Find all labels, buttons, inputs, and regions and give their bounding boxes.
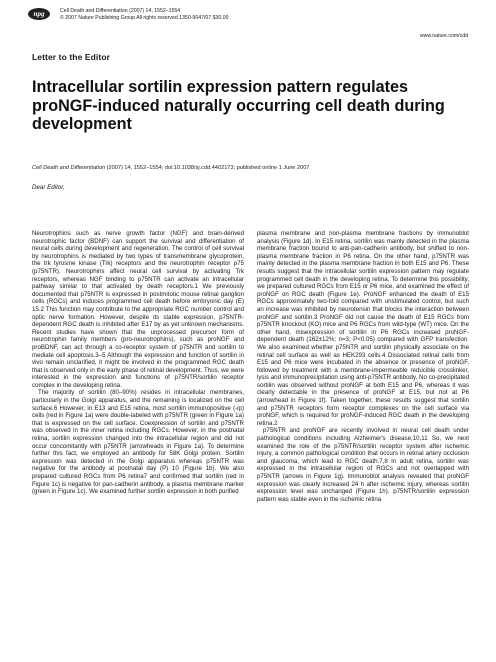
body-paragraph: The majority of sortilin (80–90%) resides in intracellular membranes, particularly in the Golgi apparatus, and the remaining is localized on the cell surface.6 However, in E13 and E15 retina, most sortilin immunopositive (-ip) cells (red in Figure 1a) were double-labeled with p75NTR (green in Figure 1a) that is expressed on the cell surface. Coexpression of sortilin and p75NTR was observed in the inner retina including RGCs. However, in the postnatal retina, sortilin expression changed into the intracellular region and did not occur concomitantly with p75NTR (arrowheads in Figure 1a). To determine further this fact, we employed an antibody for 58K Golgi protein. Sortilin expression was detected in the Golgi apparatus whereas p75NTR was negative for the antibody at postnatal day (P) 10 (Figure 1b). We also prepared cultured RGCs from P6 retina7 and confirmed that sortilin (red in Figure 1c) is negative for pan-cadherin antibody, a plasma membrane marker (green in Figure 1c). We examined further sortilin expression in both purified bbox=[32, 389, 244, 496]
body-paragraph: p75NTR and proNGF are recently involved in neural cell death under pathological conditions including Alzheimer's disease,10,11 So, we next examined the role of the p75NTR/sortilin receptor system after ischemic injury, a common pathological condition that occurs in retinal artery occlusion and glaucoma, which lead to RGC death.7,8 In adult retina, sortilin was expressed in the intracellular region of RGCs and not overlapped with p75NTR (arrows in Figure 1g). Immunoblot analysis revealed that proNGF expression was clearly increased 24 h after ischemic injury, whereas sortilin expression level was unchanged (Figure 1h). p75NTR/sortilin expression pattern was stable even in the ischemic retina bbox=[257, 427, 469, 503]
body-paragraph: plasma membrane and non-plasma membrane fractions by immunoblot analysis (Figure 1d). In E15 retina, sortilin was mainly detected in the plasma membrane fraction bound to anti-pan-cadherin antibody, but shifted to non-plasma membrane fraction in P6 retina. On the other hand, p75NTR was mainly detected in the plasma membrane fraction in both E15 and P6. These results suggest that the intracellular sortilin expression pattern may regulate programmed cell death in the developing retina. To determine this possibility, we prepared cultured RGCs from E15 or P6 mice, and examined the effect of proNGF on RGC death (Figure 1e). ProNGF enhanced the death of E15 RGCs approximately two-fold compared with unstimulated control, but such an increase was inhibited by neurotensin that blocks the interaction between proNGF and sortilin.3 ProNGF did not cause the death of E15 RGCs from p75NTR knockout (KO) mice and P6 RGCs from wild-type (WT) mice. On the other hand, misexpression of sortilin in P6 RGCs increased proNGF-dependent death (162±12%; n=3; P<0.05) compared with GFP transfection. We also examined whether p75NTR and sortilin physically associate on the retinal cell surface as well as HEK293 cells.4 Dissociated retinal cells from E15 and P6 mice were incubated in the absence or presence of proNGF, followed by treatment with a membrane-impermeable reducible crosslinker, lysis and immunoprecipitation using anti-p75NTR antibody. No co-precipitated sortilin was observed without proNGF at both E15 and P6, whereas it was clearly detectable in the presence of proNGF at E15, but not at P6 (arrowhead in Figure 1f). Taken together, these results suggest that sortilin and p75NTR receptors form receptor complexes on the cell surface via proNGF, which is required for proNGF-induced RGC death in the developing retina.2 bbox=[257, 230, 469, 427]
citation-journal: Cell Death and Differentiation bbox=[32, 165, 106, 171]
journal-citation-line: Cell Death and Differentiation (2007) 14, 1552–1554 bbox=[60, 8, 181, 14]
article-citation bbox=[32, 165, 472, 171]
section-heading: Letter to the Editor bbox=[32, 52, 111, 62]
salutation: Dear Editor, bbox=[32, 184, 65, 191]
body-column-left bbox=[32, 230, 244, 655]
publisher-logo: npg bbox=[28, 8, 50, 20]
article-title: Intracellular sortilin expression pattern regulates proNGF-induced naturally occurring cell death during development bbox=[32, 78, 445, 133]
journal-url[interactable]: www.nature.com/cdd bbox=[419, 33, 468, 39]
copyright-line: © 2007 Nature Publishing Group All rights reserved 1350-9047/07 $30.00 bbox=[60, 15, 229, 21]
body-column-right bbox=[257, 230, 469, 655]
citation-details: (2007) 14, 1552–1554; doi:10.1038/sj.cdd.4402173; published online 1 June 2007 bbox=[105, 165, 310, 171]
body-paragraph: Neurotrophins such as nerve growth factor (NGF) and brain-derived neurotrophic factor (BDNF) can support the survival and differentiation of neural cells during development and regeneration. The control of cell survival by neurotrophins is mediated by two types of transmembrane glycoprotein, the trk tyrosine kinase (Trk) receptors and the neurotrophin receptor p75 (p75NTR). Neurotrophins affect neural cell survival by activating Trk receptors, whereas NGF binding to p75NTR can activate an intracellular pathway similar to that activated by death receptors.1 We previously documented that p75NTR is expressed in postmitotic mouse retinal ganglion cells (RGCs) and induces programmed cell death before embryonic day (E) 15.2 This function may contribute to the appropriate RGC number control and optic nerve formation. However, despite its stable expression, p75NTR-dependent RGC death is inhibited after E17 by as yet unknown mechanisms. Recent studies have shown that the unprocessed precursor form of neurotrophin family members (pro-neurotrophins), such as proNGF and proBDNF, can act through a co-receptor system of p75NTR and sortilin to mediate cell apoptosis.3–5 Although the expression and function of sortilin in vivo remain unclarified, it might be involved in the programmed RGC death that is observed only in the early phase of retinal development. Thus, we were interested in the expression and functions of p75NTR/sortilin receptor complex in the developing retina. bbox=[32, 230, 244, 389]
